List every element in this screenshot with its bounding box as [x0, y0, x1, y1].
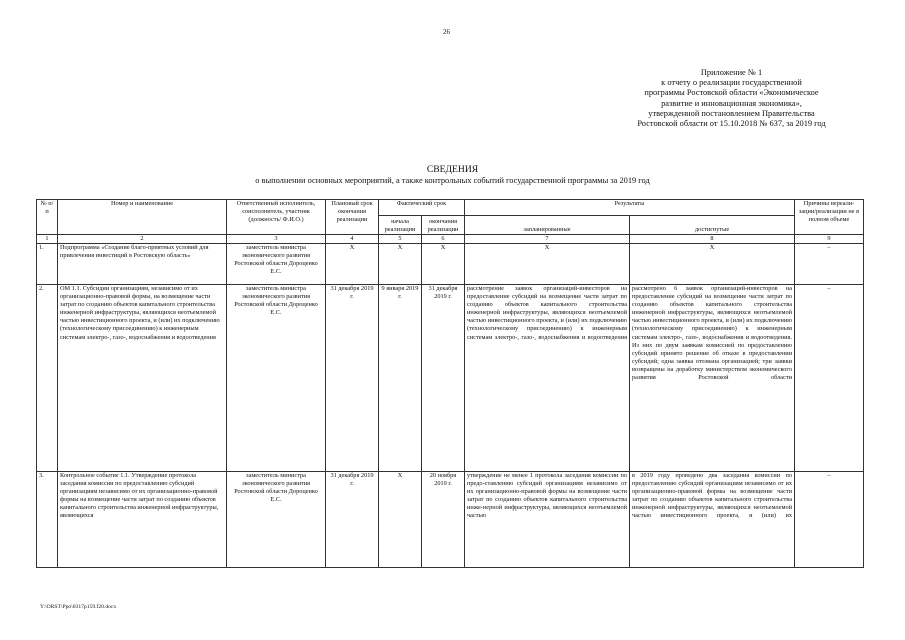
header-planned-date: Плановый срок окончания реализации	[326, 200, 379, 235]
header-actual-date: Фактический срок	[379, 200, 465, 216]
header-end: окончания реализации	[422, 216, 465, 235]
row-num: 1.	[37, 244, 58, 285]
row-planned-results	[465, 472, 630, 568]
row-planned-results: X	[465, 244, 630, 285]
table-row	[37, 472, 864, 568]
appendix-note	[560, 68, 903, 129]
header-achieved-results: достигнутые	[630, 216, 795, 235]
appendix-line: утвержденной постановлением Правительства	[648, 108, 815, 118]
row-planned-date: 31 декабря 2019 г.	[326, 285, 379, 472]
row-name: ОМ 1.1. Субсидии организациям, независимо от их организационно-правовой формы, на возмещение части затрат по созданию объектов капитального строительства инженерной инфраструктуры, являющихся неотъемлемой частью инвестиционного проекта, и (или) их подключению (технологическому присоединению) к инженерным системам электро-, газо-, водоснабжения и водоотведения	[58, 285, 227, 472]
row-planned-results-text: рассмотрение заявок организаций-инвесторов на предоставление субсидий на возмещение части затрат по созданию объектов капитального строительства инженерной инфраструктуры, являющихся неотъемлемой частью инвестиционного проекта, и (или) их подключению (технологическому присоединению) к инженерным системам электро-, газо-, водоснабжения и водоотведения	[467, 285, 627, 341]
column-number: 6	[422, 235, 465, 244]
row-start-date: X	[379, 244, 422, 285]
column-number: 5	[379, 235, 422, 244]
table-row	[37, 285, 864, 472]
header-executor: Ответственный исполнитель, соисполнитель, участник (должность/ Ф.И.О.)	[227, 200, 326, 235]
appendix-line: к отчету о реализации государственной	[661, 78, 802, 88]
row-reasons: –	[795, 244, 864, 285]
column-number: 9	[795, 235, 864, 244]
appendix-line: Приложение № 1	[700, 68, 763, 77]
column-number: 7	[465, 235, 630, 244]
row-name: Подпрограмма «Создание благо-приятных условий для привлечения инвестиций в Ростовскую область»	[58, 244, 227, 285]
row-start-date: 9 января 2019 г.	[379, 285, 422, 472]
column-number: 4	[326, 235, 379, 244]
row-executor: заместитель министра экономического развития Ростовской области Дороценко Е.С.	[227, 244, 326, 285]
row-planned-results-text: утверждение не менее 1 протокола заседания комиссии по предо-ставлению субсидий организациям независимо от их организационно-правовой формы на возмещение части затрат по созданию объектов капитального строительства инже-нерной инфраструктуры, являющихся неотъемлемой частью	[467, 472, 627, 520]
header-start: начала реализации	[379, 216, 422, 235]
row-end-date: 31 декабря 2019 г.	[422, 285, 465, 472]
row-achieved-results	[630, 472, 795, 568]
column-number-row	[37, 235, 864, 244]
row-planned-results	[465, 285, 630, 472]
row-reasons: –	[795, 472, 864, 568]
row-executor: заместитель министра экономического развития Ростовской области Дороценко Е.С.	[227, 472, 326, 568]
column-number: 2	[58, 235, 227, 244]
file-path-footer: Y:\ORST\Ppo\0317p159.f20.docx	[40, 604, 117, 610]
row-end-date: X	[422, 244, 465, 285]
table-row	[37, 244, 864, 285]
row-achieved-results-text: в 2019 году проведено два заседания комиссии по предоставлению субсидий организациям независимо от их организационно-правовой формы на возмещение части затрат по созданию объектов капитального строительства инженерной инфраструктуры, являющихся неотъемлемой частью инвестиционного проекта, и (или) их	[632, 472, 792, 520]
page-number: 26	[443, 28, 450, 36]
column-number: 8	[630, 235, 795, 244]
row-reasons: –	[795, 285, 864, 472]
row-num: 2.	[37, 285, 58, 472]
appendix-line: программы Ростовской области «Экономическое	[644, 88, 819, 98]
row-num: 3.	[37, 472, 58, 568]
header-results: Результаты	[465, 200, 795, 216]
appendix-line: развитие и инновационная экономика»,	[661, 98, 802, 108]
header-num: № п/п	[37, 200, 58, 235]
row-executor: заместитель министра экономического развития Ростовской области Дороценко Е.С.	[227, 285, 326, 472]
row-achieved-results-text: рассмотрено 6 заявок организаций-инвесторов на предоставление субсидий на возмещение части затрат по созданию объектов капитального строительства инженерной инфраструктуры, являющихся неотъемлемой частью инвестиционного проекта, и (или) их подключению (технологическому присоединению) к инженерным системам электро-, газо-, водоснабжения и водоотведения. Из них по двум заявкам комиссией по предоставлению субсидий принято решение об отказе в предоставлении субсидий; одна заявка отозвана организацией; три заявки возвращены на доработку министерством экономического развития Ростовской области	[632, 285, 792, 382]
header-name: Номер и наименование	[58, 200, 227, 235]
document-subtitle: о выполнении основных мероприятий, а также контрольных событий государственной программы за 2019 год	[255, 176, 650, 185]
document-title: СВЕДЕНИЯ	[426, 164, 479, 175]
column-number: 1	[37, 235, 58, 244]
row-planned-date: X	[326, 244, 379, 285]
row-name: Контрольное событие 1.1. Утверждение протокола заседания комиссии по предоставлению субсидий организациям независимо от их организационно-правовой формы на возмещение части затрат по созданию объектов капитального строительства инженерной инфраструктуры, являющихся	[58, 472, 227, 568]
header-row	[37, 200, 864, 216]
report-table	[36, 199, 864, 568]
row-planned-date: 31 декабря 2019 г.	[326, 472, 379, 568]
column-number: 3	[227, 235, 326, 244]
header-reasons: Причины нереали-зации/реализации не в полном объеме	[795, 200, 864, 235]
header-planned-results: запланированные	[465, 216, 630, 235]
row-end-date: 20 ноября 2019 г.	[422, 472, 465, 568]
row-start-date: X	[379, 472, 422, 568]
appendix-line: Ростовской области от 15.10.2018 № 637, за 2019 год	[637, 119, 826, 129]
row-achieved-results: X	[630, 244, 795, 285]
row-achieved-results	[630, 285, 795, 472]
